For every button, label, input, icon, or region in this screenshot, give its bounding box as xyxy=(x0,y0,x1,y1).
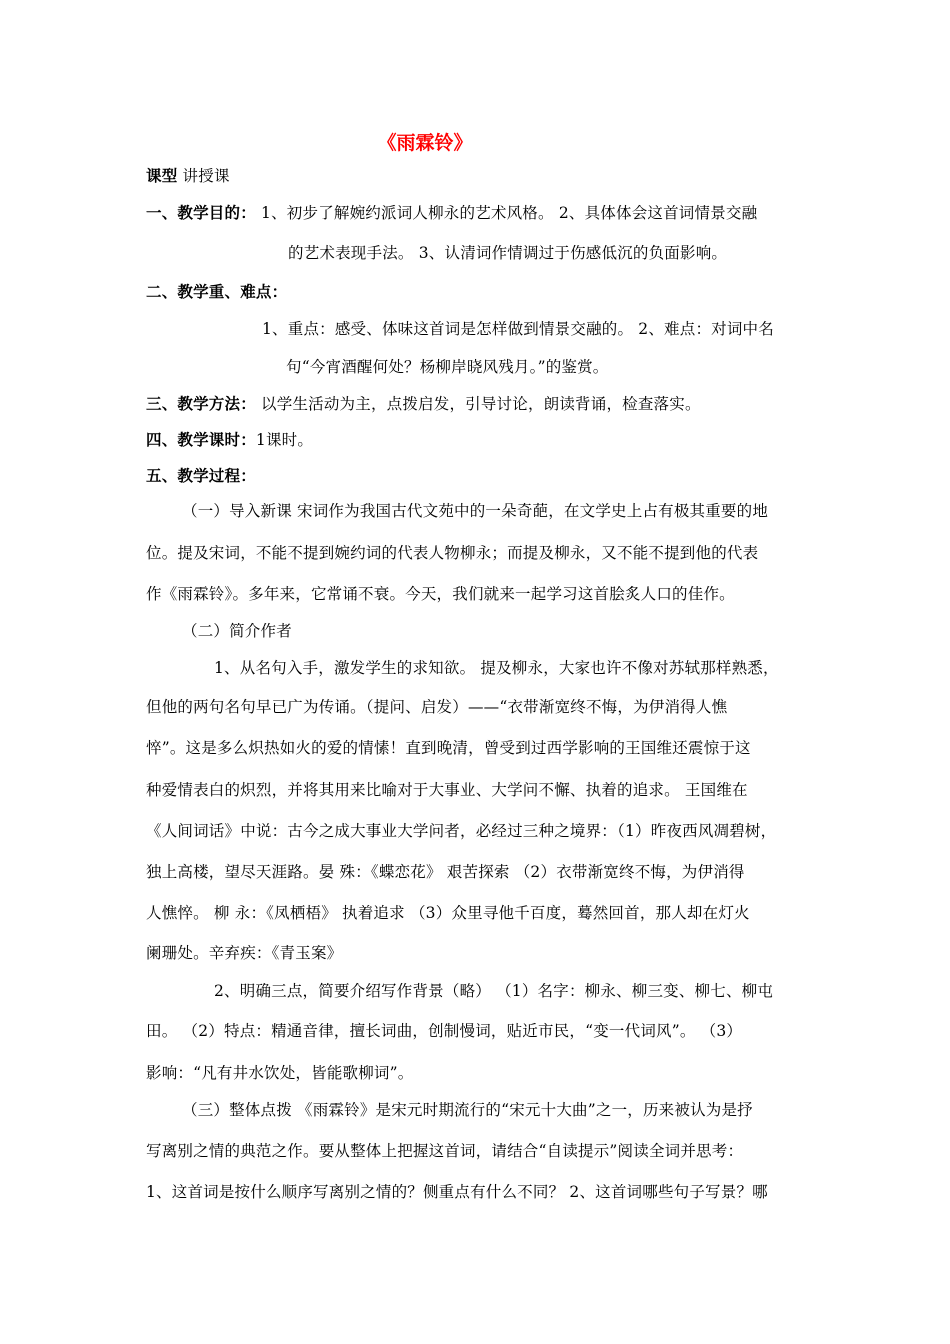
para-1-line: 位。提及宋词，不能不提到婉约词的代表人物柳永；而提及柳永，又不能不提到他的代表 xyxy=(146,544,759,562)
para-3-line: 悴”。这是多么炽热如火的爱的情愫！直到晚清，曾受到过西学影响的王国维还震惊于这 xyxy=(146,739,751,757)
para-4-line: 影响：“凡有井水饮处，皆能歌柳词”。 xyxy=(146,1064,414,1082)
para-3-line: 1、从名句入手，激发学生的求知欲。 提及柳永，大家也许不像对苏轼那样熟悉， xyxy=(214,659,779,677)
para-3-line: 《人间词话》中说：古今之成大事业大学问者，必经过三种之境界：（1）昨夜西风凋碧树， xyxy=(146,822,777,840)
para-3-line: 种爱情表白的炽烈，并将其用来比喻对于大事业、大学问不懈、执着的追求。 王国维在 xyxy=(146,781,748,799)
para-5-line: 1、这首词是按什么顺序写离别之情的？侧重点有什么不同？ 2、这首词哪些句子写景？哪 xyxy=(146,1183,768,1201)
section-4-text: 1课时。 xyxy=(255,431,314,449)
section-1-row xyxy=(146,203,757,223)
para-2-heading: （二）简介作者 xyxy=(182,622,292,640)
document-title: 《雨霖铃》 xyxy=(377,132,473,154)
para-3-line: 人憔悴。 柳 永：《凤栖梧》 执着追求 （3）众里寻他千百度，蓦然回首，那人却在灯火 xyxy=(146,904,750,922)
section-4-heading: 四、教学课时： xyxy=(146,431,256,449)
section-4-row xyxy=(146,430,313,450)
para-4-line: 田。 （2）特点：精通音律，擅长词曲，创制慢词，贴近市民，“变一代词风”。 （3） xyxy=(146,1022,743,1040)
para-1-line: （一）导入新课 宋词作为我国古代文苑中的一朵奇葩，在文学史上占有极其重要的地 xyxy=(182,502,769,520)
para-5-line: （三）整体点拨 《雨霖铃》是宋元时期流行的“宋元十大曲”之一，历来被认为是抒 xyxy=(182,1101,753,1119)
section-3-heading: 三、教学方法： xyxy=(146,395,256,413)
section-5-heading: 五、教学过程： xyxy=(146,467,256,485)
para-3-line: 但他的两句名句早已广为传诵。（提问、启发）——“衣带渐宽终不悔，为伊消得人憔 xyxy=(146,698,728,716)
section-2-line-2: 句“今宵酒醒何处？杨柳岸晓风残月。”的鉴赏。 xyxy=(286,358,609,376)
course-type-row xyxy=(146,166,230,186)
course-type-value: 讲授课 xyxy=(182,167,230,185)
section-1-heading: 一、教学目的： xyxy=(146,204,256,222)
section-3-row xyxy=(146,394,701,414)
section-2-line-1: 1、重点：感受、体味这首词是怎样做到情景交融的。 2、难点：对词中名 xyxy=(262,320,774,338)
para-3-line: 阑珊处。辛弃疾：《青玉案》 xyxy=(146,944,343,962)
para-3-line: 独上高楼，望尽天涯路。晏 殊：《蝶恋花》 艰苦探索 （2）衣带渐宽终不悔，为伊消得 xyxy=(146,863,745,881)
section-2-heading: 二、教学重、难点： xyxy=(146,283,288,301)
section-1-line-2: 的艺术表现手法。 3、认清词作情调过于伤感低沉的负面影响。 xyxy=(288,244,728,262)
section-3-text: 以学生活动为主，点拨启发，引导讨论，朗读背诵，检查落实。 xyxy=(261,395,701,413)
course-type-label: 课型 xyxy=(146,167,178,185)
para-4-line: 2、明确三点，简要介绍写作背景（略） （1）名字：柳永、柳三变、柳七、柳屯 xyxy=(214,982,774,1000)
section-1-line-1: 1、初步了解婉约派词人柳永的艺术风格。 2、具体体会这首词情景交融 xyxy=(261,204,758,222)
para-1-line: 作《雨霖铃》。多年来，它常诵不衰。今天，我们就来一起学习这首脍炙人口的佳作。 xyxy=(146,585,735,603)
para-5-line: 写离别之情的典范之作。要从整体上把握这首词，请结合“自读提示”阅读全词并思考： xyxy=(146,1142,744,1160)
